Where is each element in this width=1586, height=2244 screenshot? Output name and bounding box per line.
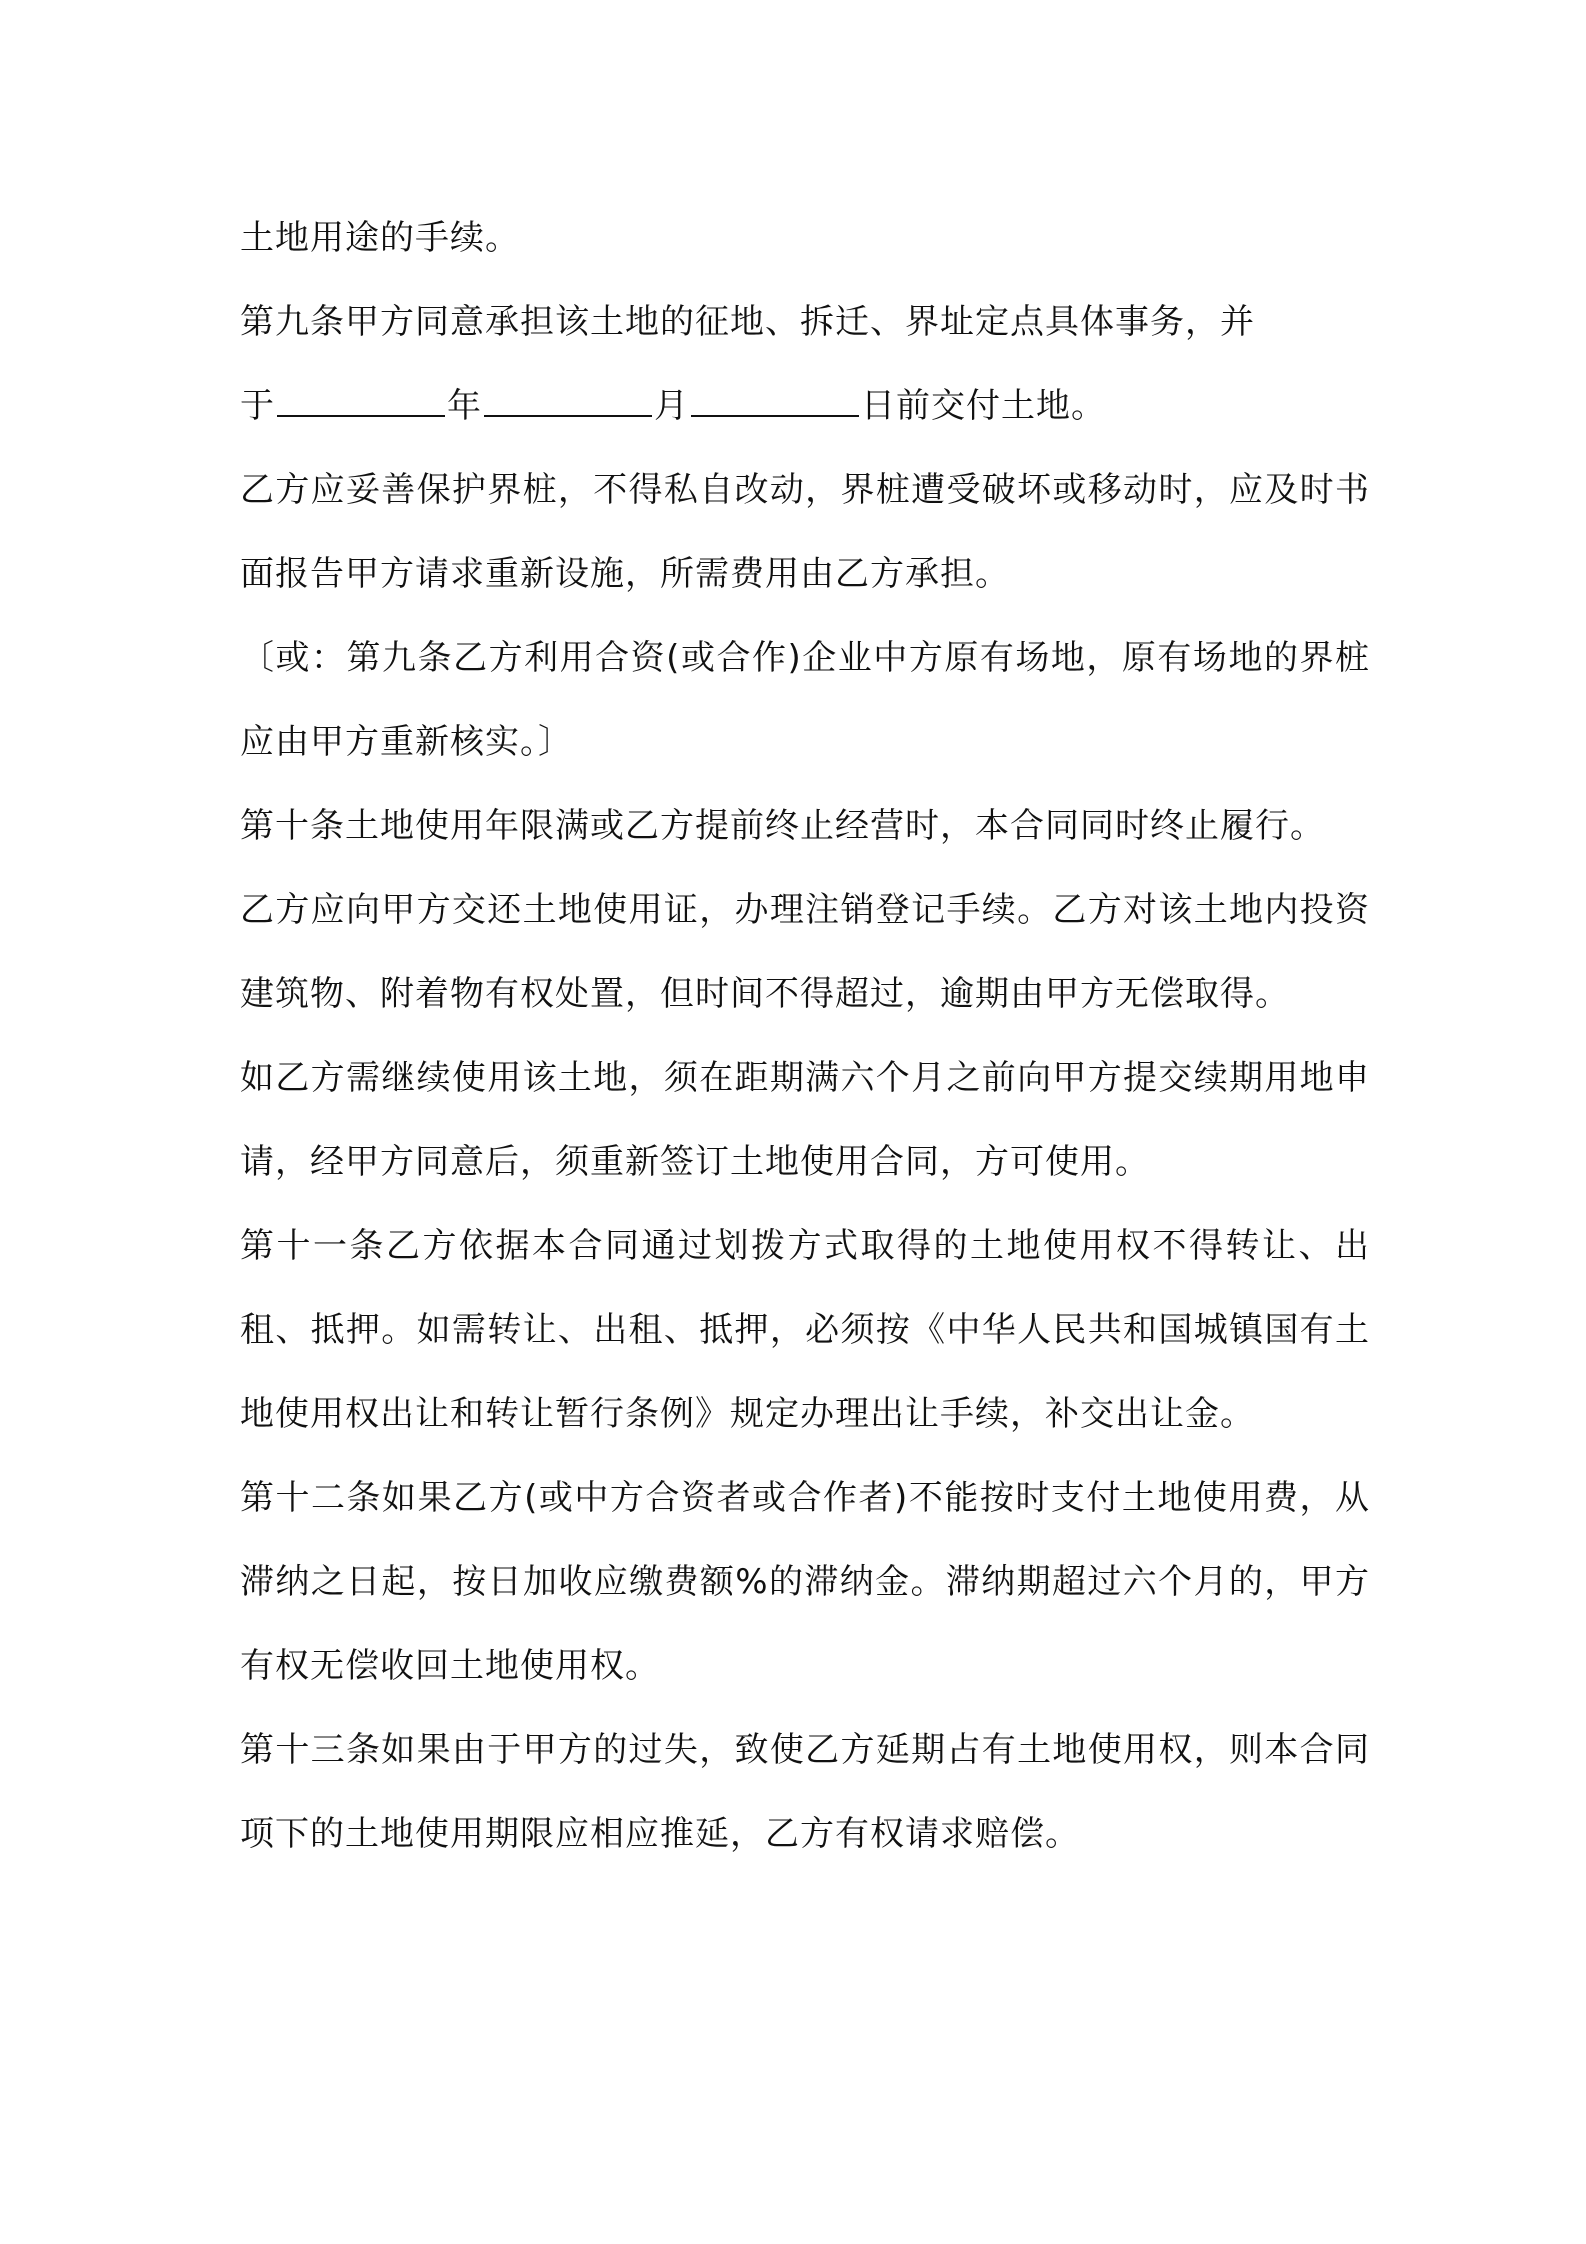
paragraph-boundary-markers: 乙方应妥善保护界桩，不得私自改动，界桩遭受破坏或移动时，应及时书面报告甲方请求重新设施，所需费用由乙方承担。 [240,470,1370,594]
document-body [240,196,1370,1876]
month-blank [484,387,652,417]
year-blank [277,387,445,417]
paragraph-article-10: 第十条土地使用年限满或乙方提前终止经营时，本合同同时终止履行。 [240,806,1325,846]
year-label: 年 [447,386,482,426]
date-prefix: 于 [240,386,275,426]
paragraph-return-certificate: 乙方应向甲方交还土地使用证，办理注销登记手续。乙方对该土地内投资建筑物、附着物有权处置，但时间不得超过，逾期由甲方无偿取得。 [240,890,1370,1014]
paragraph-article-9: 第九条甲方同意承担该土地的征地、拆迁、界址定点具体事务，并 [240,302,1255,342]
paragraph-delivery-date [240,364,1370,448]
paragraph-renewal: 如乙方需继续使用该土地，须在距期满六个月之前向甲方提交续期用地申请，经甲方同意后，须重新签订土地使用合同，方可使用。 [240,1058,1370,1182]
paragraph-article-13: 第十三条如果由于甲方的过失，致使乙方延期占有土地使用权，则本合同项下的土地使用期限应相应推延，乙方有权请求赔偿。 [240,1730,1370,1854]
day-blank [691,387,859,417]
paragraph-article-9-alternative: 〔或：第九条乙方利用合资(或合作)企业中方原有场地，原有场地的界桩应由甲方重新核实。〕 [240,638,1370,762]
month-label: 月 [654,386,689,426]
paragraph-article-11: 第十一条乙方依据本合同通过划拨方式取得的土地使用权不得转让、出租、抵押。如需转让、出租、抵押，必须按《中华人民共和国城镇国有土地使用权出让和转让暂行条例》规定办理出让手续，补交出让金。 [240,1226,1370,1434]
paragraph-land-use-procedure: 土地用途的手续。 [240,218,520,258]
paragraph-article-12: 第十二条如果乙方(或中方合资者或合作者)不能按时支付土地使用费，从滞纳之日起，按日加收应缴费额%的滞纳金。滞纳期超过六个月的，甲方有权无偿收回土地使用权。 [240,1478,1370,1686]
date-suffix: 日前交付土地。 [861,386,1106,426]
